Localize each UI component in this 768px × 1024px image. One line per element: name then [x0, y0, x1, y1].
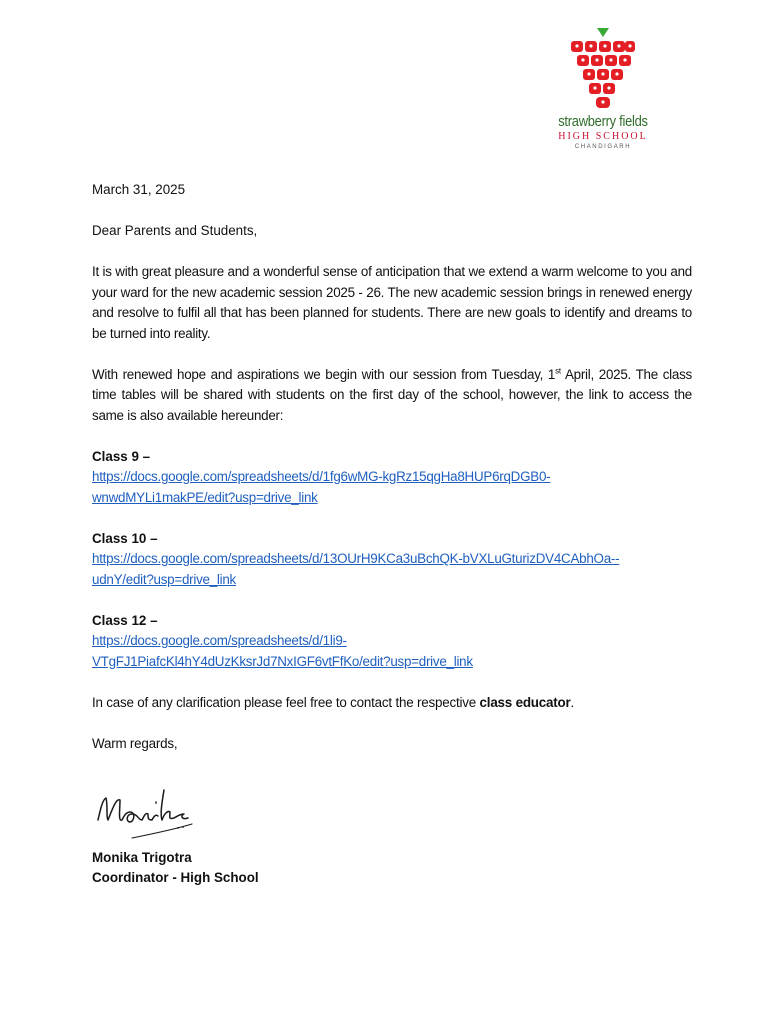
class-9-timetable-link[interactable] — [92, 467, 692, 508]
signer-title: Coordinator - High School — [92, 870, 259, 885]
class-12-link-line2: VTgFJ1PiafcKl4hY4dUzKksrJd7NxIGF6vtFfKo/edit?usp=drive_link — [92, 653, 473, 669]
welcome-paragraph: It is with great pleasure and a wonderful sense of anticipation that we extend a warm welcome to you and your ward for the new academic session 2025 - 26. The new academic session brings in renewed energy and resolve to fulfil all that has been planned for students. There are new goals to identify and dreams to be turned into reality. — [92, 264, 692, 341]
class-9-link-line2: wnwdMYLi1makPE/edit?usp=drive_link — [92, 489, 318, 505]
class-9-title: Class 9 – — [92, 448, 151, 464]
session-text-start: With renewed hope and aspirations we begin with our session from Tuesday, 1 — [92, 366, 556, 382]
letter-greeting: Dear Parents and Students, — [92, 223, 258, 238]
closing-regards: Warm regards, — [92, 735, 178, 751]
signer-name: Monika Trigotra — [92, 850, 192, 865]
clarification-paragraph — [92, 693, 692, 714]
class-12-block — [92, 611, 692, 673]
class-12-link-line1: https://docs.google.com/spreadsheets/d/1li9- — [92, 633, 347, 648]
letter-body — [92, 180, 692, 775]
class-10-block — [92, 529, 692, 591]
handwritten-signature — [92, 776, 202, 844]
session-paragraph — [92, 365, 692, 427]
class-12-title: Class 12 – — [92, 612, 158, 628]
logo-high-school: HIGH SCHOOL — [558, 131, 648, 142]
school-logo — [528, 26, 678, 182]
clarification-end: . — [570, 694, 575, 710]
class-9-block — [92, 447, 692, 509]
clarification-text: In case of any clarification please feel free to contact the respective — [92, 694, 480, 710]
logo-school-name: strawberry fields — [558, 113, 648, 130]
class-10-link-line1: https://docs.google.com/spreadsheets/d/13OUrH9KCa3uBchQK-bVXLuGturizDV4CAbhOa-- — [92, 551, 620, 566]
logo-city: CHANDIGARH — [574, 144, 632, 150]
class-12-timetable-link[interactable] — [92, 631, 692, 672]
ordinal-suffix: st — [555, 366, 561, 376]
strawberry-logo-icon — [567, 26, 639, 110]
class-9-link-line1: https://docs.google.com/spreadsheets/d/1fg6wMG-kgRz15qgHa8HUP6rqDGB0- — [92, 469, 551, 484]
letter-date: March 31, 2025 — [92, 182, 186, 197]
clarification-bold: class educator — [479, 694, 571, 710]
class-10-title: Class 10 – — [92, 530, 158, 546]
class-10-link-line2: udnY/edit?usp=drive_link — [92, 571, 237, 587]
session-text-end: April, 2025. The class time tables will be shared with students on the first day of the school, however, the link to access the same is also available hereunder: — [92, 366, 692, 423]
class-10-timetable-link[interactable] — [92, 549, 692, 590]
